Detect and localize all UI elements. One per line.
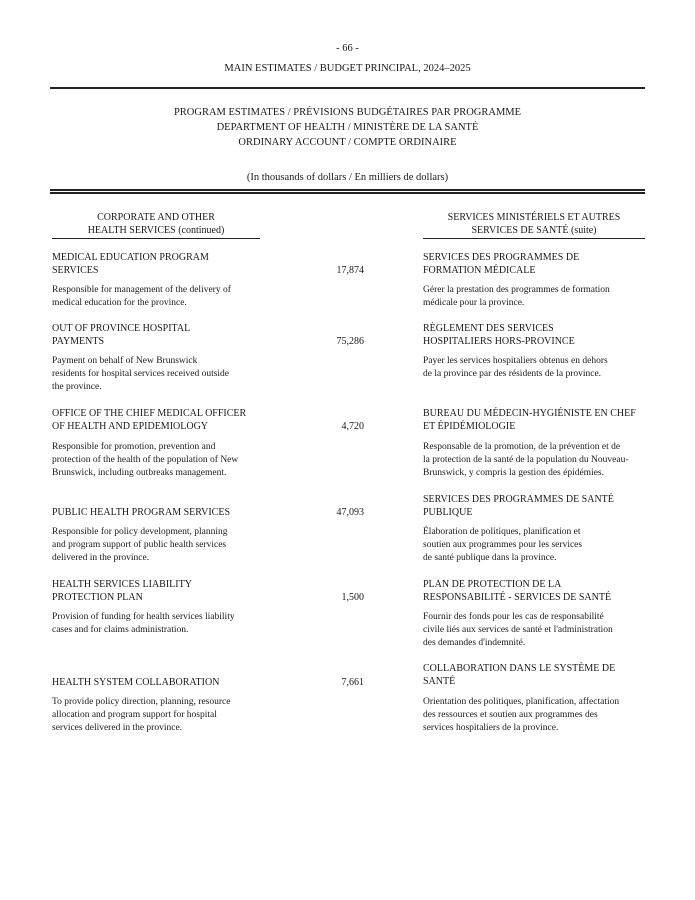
program-title-fr-line: RESPONSABILITÉ - SERVICES DE SANTÉ — [423, 592, 612, 603]
program-description-en — [52, 611, 262, 637]
program-description-en — [52, 284, 262, 310]
program-description-fr-line: soutien aux programmes pour les services — [423, 540, 583, 550]
units-line: (In thousands of dollars / En milliers de dollars) — [246, 172, 449, 183]
program-title-en-line: OUT OF PROVINCE HOSPITAL — [52, 323, 191, 334]
program-title-fr — [423, 493, 653, 519]
program-description-en-line: delivered in the province. — [52, 553, 150, 563]
program-title-en-line: PAYMENTS — [52, 336, 105, 347]
program-title-fr-line: ET ÉPIDÉMIOLOGIE — [423, 421, 516, 432]
header-rule — [50, 87, 645, 89]
program-title-fr-line: BUREAU DU MÉDECIN-HYGIÉNISTE EN CHEF — [423, 408, 636, 419]
program-description-en-line: Responsible for management of the delivery of — [52, 285, 231, 295]
program-title-en — [52, 676, 262, 689]
program-description-fr — [423, 696, 653, 735]
program-title-en-line: OFFICE OF THE CHIEF MEDICAL OFFICER — [52, 408, 247, 419]
program-title-fr — [423, 251, 653, 277]
program-description-en — [52, 355, 262, 394]
program-description-fr-line: de santé publique dans la province. — [423, 553, 557, 563]
program-title-en-line: SERVICES — [52, 265, 99, 276]
program-title-en-line: PUBLIC HEALTH PROGRAM SERVICES — [52, 507, 231, 518]
section-heading-fr-line2: SERVICES DE SANTÉ (suite) — [423, 224, 645, 239]
program-title-en — [52, 251, 262, 277]
program-amount: 47,093 — [336, 507, 364, 518]
estimates-title: MAIN ESTIMATES / BUDGET PRINCIPAL, 2024–2025 — [224, 63, 471, 74]
program-description-fr-line: de la province par des résidents de la province. — [423, 369, 602, 379]
program-title-en-line: HEALTH SYSTEM COLLABORATION — [52, 677, 220, 688]
program-description-en — [52, 696, 262, 735]
program-description-en — [52, 526, 262, 565]
program-amount: 7,661 — [341, 677, 364, 688]
program-description-fr — [423, 526, 653, 565]
program-title-en — [52, 407, 262, 433]
program-title-fr-line: SERVICES DES PROGRAMMES DE SANTÉ — [423, 494, 614, 505]
program-amount: 17,874 — [336, 265, 364, 276]
program-description-fr-line: Responsable de la promotion, de la prévention et de — [423, 442, 621, 452]
program-description-fr — [423, 284, 653, 310]
program-description-en-line: Responsible for promotion, prevention and — [52, 442, 216, 452]
program-description-fr-line: des demandes d'indemnité. — [423, 638, 526, 648]
program-description-en-line: protection of the health of the population of New — [52, 455, 239, 465]
program-title-fr-line: PUBLIQUE — [423, 507, 473, 518]
program-amount: 75,286 — [336, 336, 364, 347]
program-description-en — [52, 441, 262, 480]
program-description-en-line: medical education for the province. — [52, 298, 187, 308]
double-rule-bottom — [50, 192, 645, 194]
double-rule-top — [50, 189, 645, 191]
program-title-fr-line: RÈGLEMENT DES SERVICES — [423, 323, 554, 334]
page-number: - 66 - — [336, 43, 359, 54]
section-heading-fr — [423, 211, 645, 239]
program-title-fr — [423, 578, 653, 604]
program-title-en — [52, 578, 262, 604]
program-title-en-line: OF HEALTH AND EPIDEMIOLOGY — [52, 421, 209, 432]
section-heading-fr-line1: SERVICES MINISTÉRIELS ET AUTRES — [447, 212, 621, 223]
program-description-en-line: Provision of funding for health services liability — [52, 612, 235, 622]
program-title-fr — [423, 322, 653, 348]
program-description-fr-line: Élaboration de politiques, planification et — [423, 527, 581, 537]
program-description-fr — [423, 441, 653, 480]
program-amount: 1,500 — [341, 592, 364, 603]
program-title-fr-line: SANTÉ — [423, 676, 456, 687]
program-title-en — [52, 322, 262, 348]
department-line: DEPARTMENT OF HEALTH / MINISTÈRE DE LA SANTÉ — [216, 122, 479, 133]
program-description-fr-line: Fournir des fonds pour les cas de responsabilité — [423, 612, 604, 622]
program-description-en-line: allocation and program support for hospital — [52, 710, 217, 720]
program-title-fr — [423, 662, 653, 688]
program-description-fr-line: Payer les services hospitaliers obtenus en dehors — [423, 356, 608, 366]
program-description-en-line: To provide policy direction, planning, resource — [52, 697, 231, 707]
account-line: ORDINARY ACCOUNT / COMPTE ORDINAIRE — [238, 137, 457, 148]
program-description-en-line: and program support of public health services — [52, 540, 227, 550]
program-description-fr — [423, 611, 653, 650]
program-title-en-line: MEDICAL EDUCATION PROGRAM — [52, 252, 209, 263]
program-description-en-line: Payment on behalf of New Brunswick — [52, 356, 198, 366]
program-title-en — [52, 506, 262, 519]
program-description-en-line: the province. — [52, 382, 102, 392]
program-description-fr — [423, 355, 653, 381]
program-title-fr — [423, 407, 653, 433]
program-title-fr-line: COLLABORATION DANS LE SYSTÈME DE — [423, 663, 616, 674]
program-description-fr-line: services hospitaliers de la province. — [423, 723, 559, 733]
program-title-fr-line: FORMATION MÉDICALE — [423, 265, 536, 276]
section-heading-en — [52, 211, 260, 239]
program-title-en-line: PROTECTION PLAN — [52, 592, 143, 603]
program-description-en-line: residents for hospital services received outside — [52, 369, 230, 379]
section-heading-en-line2: HEALTH SERVICES (continued) — [52, 224, 260, 239]
program-description-en-line: services delivered in the province. — [52, 723, 183, 733]
program-description-en-line: Responsible for policy development, planning — [52, 527, 228, 537]
program-description-fr-line: la protection de la santé de la population du Nouveau- — [423, 455, 629, 465]
program-title-en-line: HEALTH SERVICES LIABILITY — [52, 579, 192, 590]
program-description-fr-line: Brunswick, y compris la gestion des épidémies. — [423, 468, 604, 478]
program-description-en-line: cases and for claims administration. — [52, 625, 189, 635]
program-estimates-line: PROGRAM ESTIMATES / PRÉVISIONS BUDGÉTAIRES PAR PROGRAMME — [173, 107, 522, 118]
program-title-fr-line: PLAN DE PROTECTION DE LA — [423, 579, 562, 590]
program-description-fr-line: Gérer la prestation des programmes de formation — [423, 285, 610, 295]
program-description-en-line: Brunswick, including outbreaks management. — [52, 468, 227, 478]
program-description-fr-line: Orientation des politiques, planification, affectation — [423, 697, 620, 707]
program-title-fr-line: SERVICES DES PROGRAMMES DE — [423, 252, 580, 263]
program-description-fr-line: des ressources et soutien aux programmes des — [423, 710, 598, 720]
program-description-fr-line: médicale pour la province. — [423, 298, 525, 308]
program-description-fr-line: civile liés aux services de santé et l'administration — [423, 625, 613, 635]
program-title-fr-line: HOSPITALIERS HORS-PROVINCE — [423, 336, 575, 347]
section-heading-en-line1: CORPORATE AND OTHER — [97, 212, 215, 223]
program-amount: 4,720 — [341, 421, 364, 432]
